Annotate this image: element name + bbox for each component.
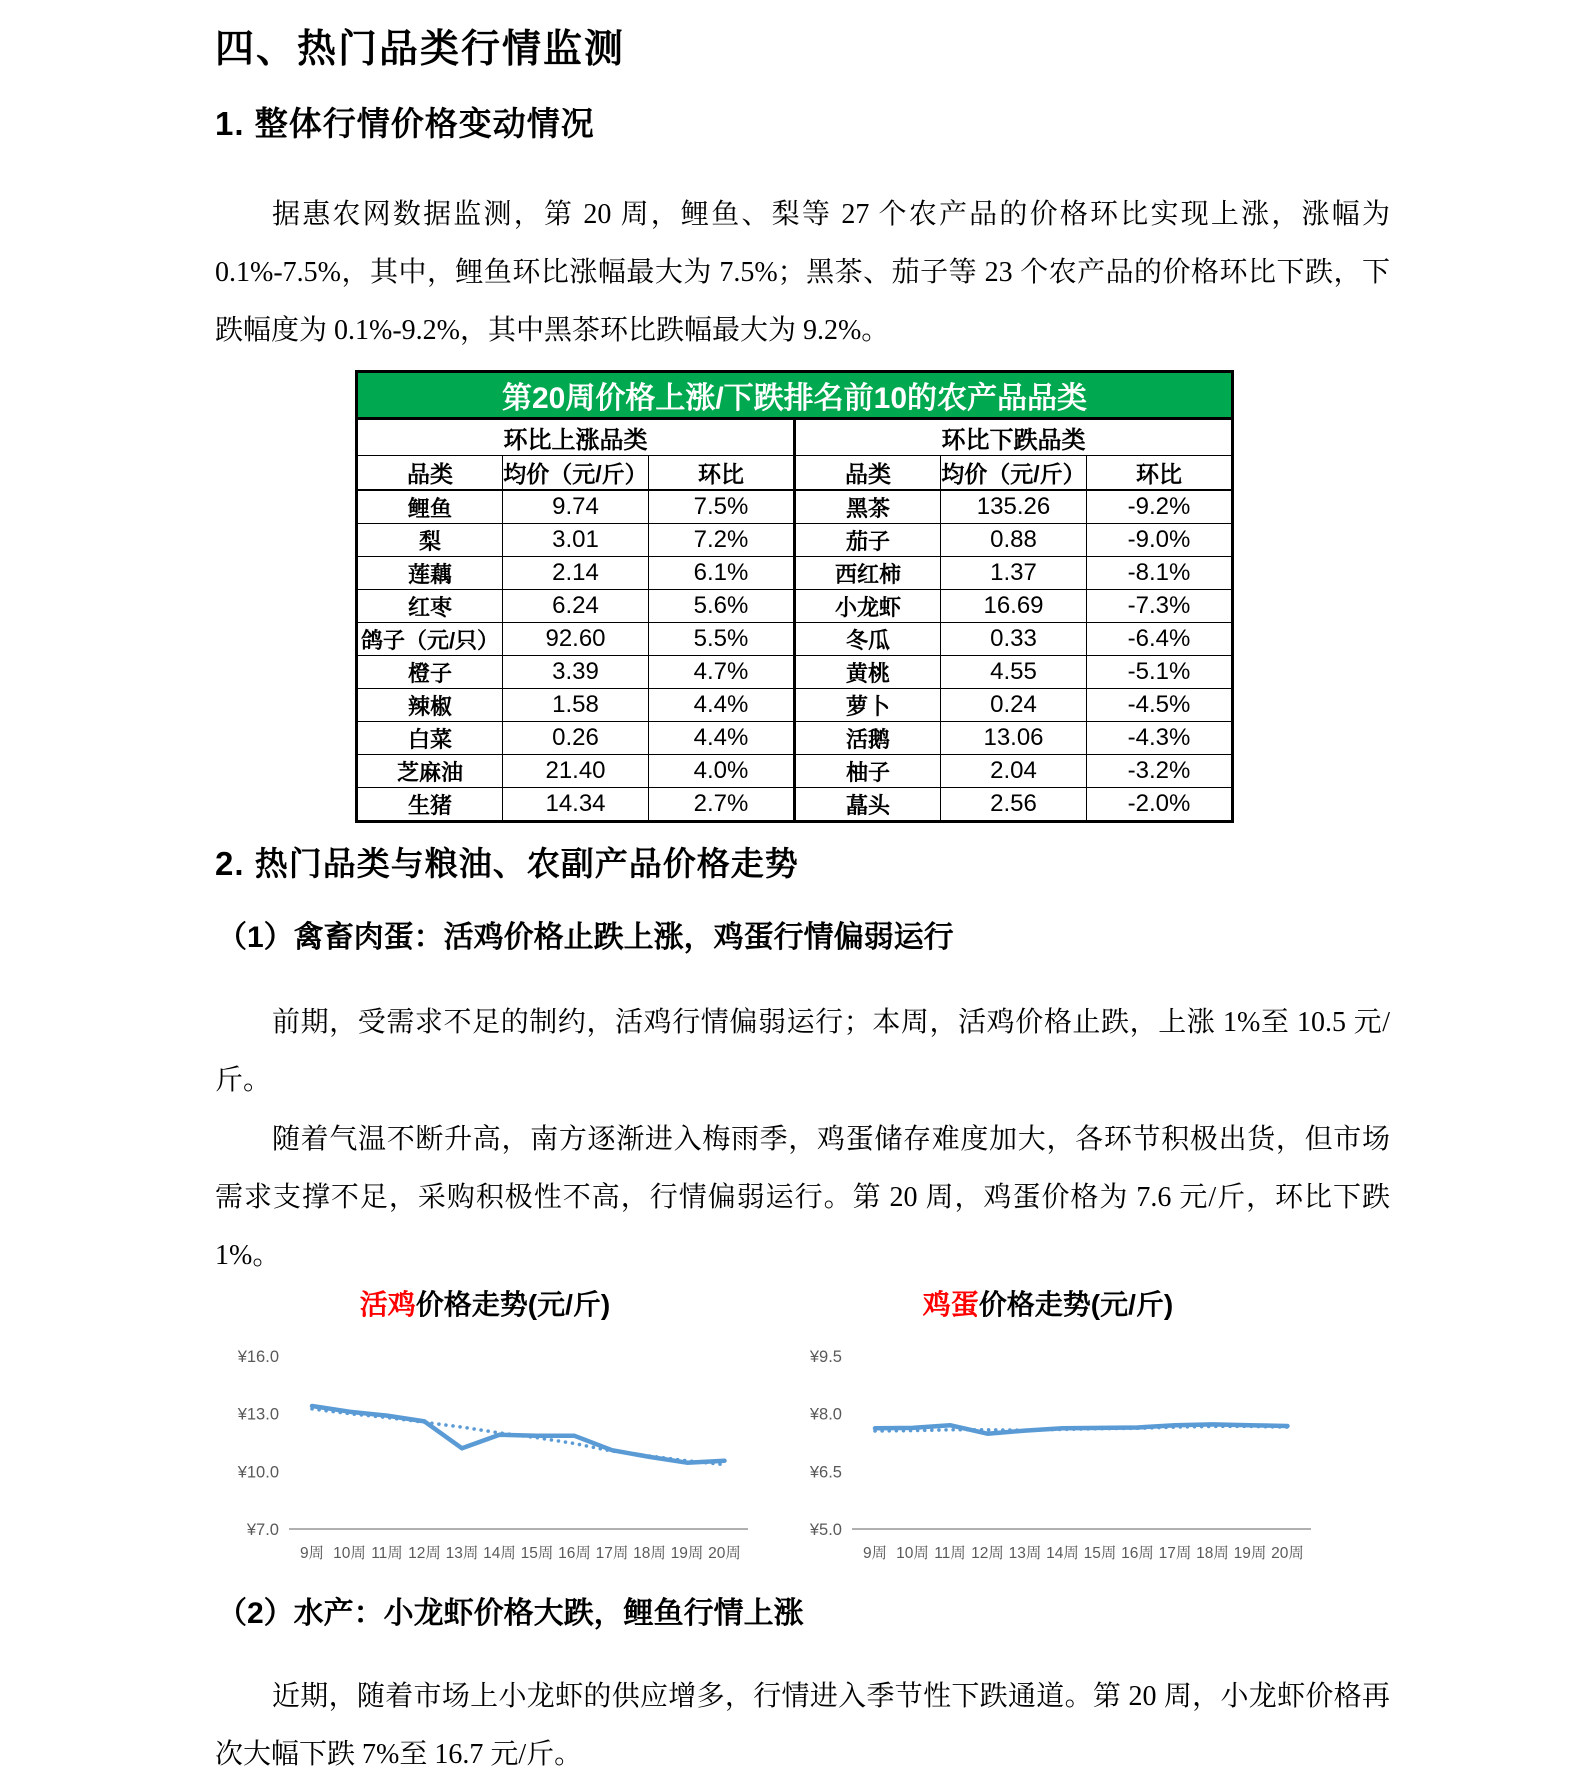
category-cell: 萝卜 <box>795 689 941 722</box>
x-axis-tick-label: 11周 <box>371 1545 403 1562</box>
price-cell: 13.06 <box>941 722 1087 755</box>
wow-cell: 4.4% <box>649 722 795 755</box>
x-axis-tick-label: 9周 <box>862 1545 888 1562</box>
y-axis-tick-label: ¥13.0 <box>237 1405 279 1424</box>
table-row <box>357 557 1233 590</box>
chart-title-highlight: 鸡蛋 <box>922 1289 979 1320</box>
category-cell: 芝麻油 <box>357 755 503 788</box>
category-cell: 柚子 <box>795 755 941 788</box>
price-cell: 21.40 <box>503 755 649 788</box>
price-cell: 92.60 <box>503 623 649 656</box>
y-axis-tick-label: ¥10.0 <box>237 1463 279 1482</box>
group-header-up: 环比上涨品类 <box>357 419 795 456</box>
category-cell: 鸽子（元/只） <box>357 623 503 656</box>
line-chart-plot <box>215 1283 755 1583</box>
category-cell: 梨 <box>357 524 503 557</box>
table-row <box>357 490 1233 524</box>
wow-cell: 2.7% <box>649 788 795 822</box>
wow-cell: -9.0% <box>1087 524 1233 557</box>
category-cell: 西红柿 <box>795 557 941 590</box>
table-row <box>357 623 1233 656</box>
wow-cell: 4.0% <box>649 755 795 788</box>
wow-cell: -5.1% <box>1087 656 1233 689</box>
price-cell: 16.69 <box>941 590 1087 623</box>
subsection-2-heading: 2. 热门品类与粮油、农副产品价格走势 <box>215 845 799 882</box>
x-axis-tick-label: 12周 <box>971 1545 1004 1562</box>
section-heading: 四、热门品类行情监测 <box>215 28 626 71</box>
paragraph-crayfish: 近期，随着市场上小龙虾的供应增多，行情进入季节性下跌通道。第 20 周，小龙虾价格再次大幅下跌 7%至 16.7 元/斤。 <box>215 1681 1390 1770</box>
wow-cell: 4.4% <box>649 689 795 722</box>
x-axis-tick-label: 13周 <box>1008 1545 1042 1562</box>
x-axis-tick-label: 16周 <box>558 1545 591 1562</box>
x-axis-tick-label: 19周 <box>1233 1545 1267 1562</box>
y-axis-tick-label: ¥16.0 <box>237 1348 279 1366</box>
table-group-header-row <box>357 419 1233 456</box>
x-axis-tick-label: 18周 <box>633 1545 666 1562</box>
x-axis-tick-label: 15周 <box>520 1545 554 1562</box>
wow-cell: -4.5% <box>1087 689 1233 722</box>
price-cell: 9.74 <box>503 490 649 524</box>
y-axis-tick-label: ¥7.0 <box>246 1521 279 1539</box>
chart-title-highlight: 活鸡 <box>359 1289 416 1320</box>
wow-cell: -4.3% <box>1087 722 1233 755</box>
x-axis-tick-label: 15周 <box>1083 1545 1117 1562</box>
price-cell: 4.55 <box>941 656 1087 689</box>
x-axis-tick-label: 16周 <box>1121 1545 1154 1562</box>
price-cell: 0.26 <box>503 722 649 755</box>
category-cell: 蕌头 <box>795 788 941 822</box>
x-axis-tick-label: 17周 <box>595 1545 629 1562</box>
wow-cell: 7.2% <box>649 524 795 557</box>
category-cell: 鲤鱼 <box>357 490 503 524</box>
col-header-price-down: 均价（元/斤） <box>941 456 1087 491</box>
col-header-price-up: 均价（元/斤） <box>503 456 649 491</box>
table-row <box>357 689 1233 722</box>
paragraph-egg: 随着气温不断升高，南方逐渐进入梅雨季，鸡蛋储存难度加大，各环节积极出货，但市场需求支撑不足，采购积极性不高，行情偏弱运行。第 20 周，鸡蛋价格为 7.6 元/斤，环比下跌 1%。 <box>215 1124 1390 1271</box>
group-header-down: 环比下跌品类 <box>795 419 1233 456</box>
x-axis-tick-label: 12周 <box>408 1545 441 1562</box>
category-cell: 小龙虾 <box>795 590 941 623</box>
x-axis-tick-label: 17周 <box>1158 1545 1192 1562</box>
category-cell: 白菜 <box>357 722 503 755</box>
table-row <box>357 755 1233 788</box>
subsection-1-heading: 1. 整体行情价格变动情况 <box>215 105 595 142</box>
wow-cell: 6.1% <box>649 557 795 590</box>
chart-title-rest: 价格走势(元/斤) <box>415 1289 611 1320</box>
category-cell: 生猪 <box>357 788 503 822</box>
table-title: 第20周价格上涨/下跌排名前10的农产品品类 <box>357 372 1233 419</box>
x-axis-tick-label: 11周 <box>934 1545 966 1562</box>
x-axis-tick-label: 9周 <box>299 1545 325 1562</box>
category-cell: 红枣 <box>357 590 503 623</box>
price-cell: 0.33 <box>941 623 1087 656</box>
table-row <box>357 656 1233 689</box>
category-cell: 黑茶 <box>795 490 941 524</box>
price-ranking-table <box>355 370 1234 823</box>
wow-cell: 5.6% <box>649 590 795 623</box>
col-header-category-up: 品类 <box>357 456 503 491</box>
top10-price-table <box>355 370 1234 823</box>
x-axis-tick-label: 19周 <box>670 1545 704 1562</box>
table-row <box>357 590 1233 623</box>
wow-cell: 7.5% <box>649 490 795 524</box>
price-solid-line <box>312 1406 725 1463</box>
x-axis-tick-label: 18周 <box>1196 1545 1229 1562</box>
price-cell: 0.88 <box>941 524 1087 557</box>
x-axis-tick-label: 10周 <box>333 1545 366 1562</box>
col-header-category-down: 品类 <box>795 456 941 491</box>
price-cell: 1.37 <box>941 557 1087 590</box>
table-column-header-row <box>357 456 1233 491</box>
category-cell: 茄子 <box>795 524 941 557</box>
x-axis-tick-label: 10周 <box>896 1545 929 1562</box>
wow-cell: -3.2% <box>1087 755 1233 788</box>
price-cell: 1.58 <box>503 689 649 722</box>
x-axis-tick-label: 20周 <box>1271 1545 1304 1562</box>
wow-cell: -9.2% <box>1087 490 1233 524</box>
wow-cell: -7.3% <box>1087 590 1233 623</box>
category-cell: 莲藕 <box>357 557 503 590</box>
col-header-wow-up: 环比 <box>649 456 795 491</box>
egg-price-chart <box>778 1283 1318 1583</box>
price-cell: 3.39 <box>503 656 649 689</box>
price-cell: 3.01 <box>503 524 649 557</box>
x-axis-tick-label: 14周 <box>1046 1545 1079 1562</box>
wow-cell: 5.5% <box>649 623 795 656</box>
category-cell: 活鹅 <box>795 722 941 755</box>
category-cell: 黄桃 <box>795 656 941 689</box>
line-chart-plot <box>778 1283 1318 1583</box>
y-axis-tick-label: ¥9.5 <box>809 1348 842 1366</box>
poultry-meat-egg-heading: （1）禽畜肉蛋：活鸡价格止跌上涨，鸡蛋行情偏弱运行 <box>217 921 954 954</box>
price-cell: 14.34 <box>503 788 649 822</box>
wow-cell: 4.7% <box>649 656 795 689</box>
paragraph-live-chicken: 前期，受需求不足的制约，活鸡行情偏弱运行；本周，活鸡价格止跌，上涨 1%至 10.5 元/斤。 <box>215 1007 1390 1096</box>
price-cell: 135.26 <box>941 490 1087 524</box>
y-axis-tick-label: ¥8.0 <box>809 1405 842 1424</box>
wow-cell: -8.1% <box>1087 557 1233 590</box>
y-axis-tick-label: ¥6.5 <box>809 1463 842 1482</box>
live-chicken-price-chart <box>215 1283 755 1583</box>
y-axis-tick-label: ¥5.0 <box>809 1521 842 1539</box>
price-cell: 2.14 <box>503 557 649 590</box>
price-cell: 2.56 <box>941 788 1087 822</box>
table-row <box>357 788 1233 822</box>
table-row <box>357 722 1233 755</box>
table-title-row <box>357 372 1233 419</box>
wow-cell: -2.0% <box>1087 788 1233 822</box>
chart-title-rest: 价格走势(元/斤) <box>978 1289 1174 1320</box>
x-axis-tick-label: 14周 <box>483 1545 516 1562</box>
paragraph-overall-price-change: 据惠农网数据监测，第 20 周，鲤鱼、梨等 27 个农产品的价格环比实现上涨，涨幅为 0.1%-7.5%，其中，鲤鱼环比涨幅最大为 7.5%；黑茶、茄子等 23 个农产品的价格环比下跌，下跌幅度为 0.1%-9.2%，其中黑茶环比跌幅最大为 9.2%。 <box>215 199 1390 346</box>
aquatic-heading: （2）水产：小龙虾价格大跌，鲤鱼行情上涨 <box>217 1597 804 1630</box>
category-cell: 橙子 <box>357 656 503 689</box>
category-cell: 冬瓜 <box>795 623 941 656</box>
x-axis-tick-label: 20周 <box>708 1545 741 1562</box>
price-cell: 0.24 <box>941 689 1087 722</box>
category-cell: 辣椒 <box>357 689 503 722</box>
col-header-wow-down: 环比 <box>1087 456 1233 491</box>
wow-cell: -6.4% <box>1087 623 1233 656</box>
price-cell: 2.04 <box>941 755 1087 788</box>
price-cell: 6.24 <box>503 590 649 623</box>
x-axis-tick-label: 13周 <box>445 1545 479 1562</box>
table-row <box>357 524 1233 557</box>
